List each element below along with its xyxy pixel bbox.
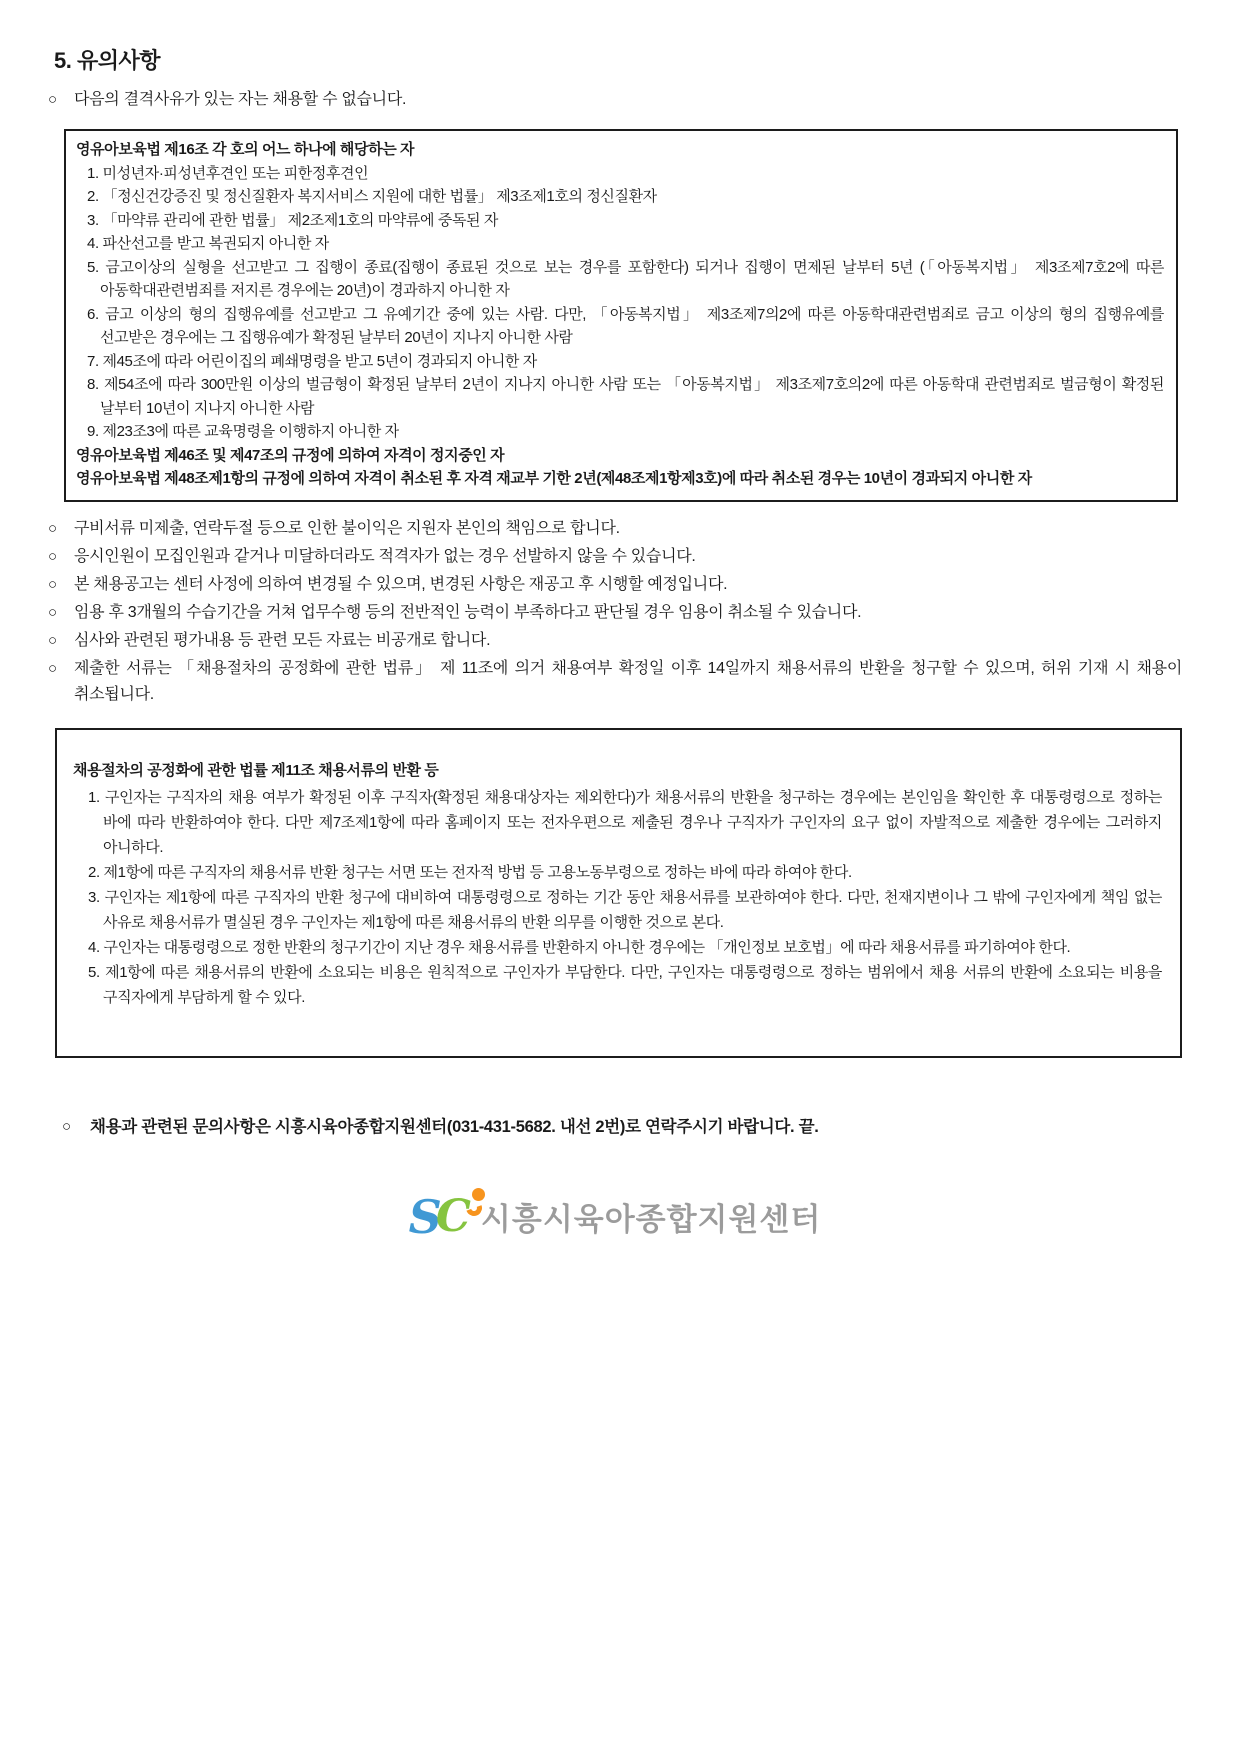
intro-bullet xyxy=(48,87,1182,113)
box1-heading-article16: 영유아보육법 제16조 각 호의 어느 하나에 해당하는 자 xyxy=(76,141,415,158)
circle-bullet-icon: ○ xyxy=(48,519,57,537)
logo-figure-icon xyxy=(472,1188,485,1201)
circle-bullet-icon: ○ xyxy=(48,659,57,677)
law-item: 8. 제54조에 따라 300만원 이상의 벌금형이 확정된 날부터 2년이 지나지 아니한 사람 또는 「아동복지법」 제3조제7호의2에 따른 아동학대 관련범죄로 벌금형이 확정된 날부터 10년이 지나지 아니한 사람 xyxy=(87,376,1164,417)
notice-bullet xyxy=(48,628,1182,654)
intro-text: 다음의 결격사유가 있는 자는 채용할 수 없습니다. xyxy=(74,91,407,108)
law-item: 3. 「마약류 관리에 관한 법률」 제2조제1호의 마약류에 중독된 자 xyxy=(87,211,499,229)
notice-bullet xyxy=(48,656,1182,708)
logo-s-glyph: S xyxy=(408,1189,442,1244)
law-item: 9. 제23조3에 따른 교육명령을 이행하지 아니한 자 xyxy=(87,423,399,440)
contact-bullet xyxy=(62,1114,1182,1140)
notice-text: 응시인원이 모집인원과 같거나 미달하더라도 적격자가 없는 경우 선발하지 않을 수 있습니다. xyxy=(74,547,696,565)
logo-c-glyph: C xyxy=(435,1190,471,1242)
notice-bullet xyxy=(48,544,1182,570)
box1-item-list xyxy=(76,162,1164,444)
law-item: 4. 파산선고를 받고 복권되지 아니한 자 xyxy=(87,235,329,252)
circle-bullet-icon: ○ xyxy=(48,91,57,108)
law-item: 2. 「정신건강증진 및 정신질환자 복지서비스 지원에 대한 법률」 제3조제1호의 정신질환자 xyxy=(87,188,657,205)
law-item: 1. 미성년자·피성년후견인 또는 피한정후견인 xyxy=(87,164,369,182)
circle-bullet-icon: ○ xyxy=(48,575,57,593)
page-title: 5. 유의사항 xyxy=(54,48,160,73)
law-item: 1. 구인자는 구직자의 채용 여부가 확정된 이후 구직자(확정된 채용대상자는 제외한다)가 채용서류의 반환을 청구하는 경우에는 본인임을 확인한 후 대통령령으로 정하는 바에 따라 반환하여야 한다. 다만 제7조제1항에 따라 홈페이지 또는 전자우편으로 제출된 경우나 구직자가 구인자의 요구 없이 자발적으로 제출한 경우에는 그러하지 아니하다. xyxy=(88,788,1162,856)
notice-bullet xyxy=(48,516,1182,542)
law-item: 5. 금고이상의 실형을 선고받고 그 집행이 종료(집행이 종료된 것으로 보는 경우를 포함한다) 되거나 집행이 면제된 날부터 5년 (「아동복지법」 제3조제7호2에 따른 아동학대관련범죄를 저지른 경우에는 20년)이 경과하지 아니한 자 xyxy=(87,258,1164,299)
logo-text: 시흥시육아종합지원센터 xyxy=(480,1202,822,1237)
contact-text: 채용과 관련된 문의사항은 시흥시육아종합지원센터(031-431-5682. 내선 2번)로 연락주시기 바랍니다. 끝. xyxy=(90,1117,819,1136)
notice-text: 구비서류 미제출, 연락두절 등으로 인한 불이익은 지원자 본인의 책임으로 합니다. xyxy=(74,519,620,537)
notice-bullet xyxy=(48,600,1182,626)
box2-heading-article11: 채용절차의 공정화에 관한 법률 제11조 채용서류의 반환 등 xyxy=(73,761,439,779)
circle-bullet-icon: ○ xyxy=(48,547,57,565)
notice-text: 제출한 서류는 「채용절차의 공정화에 관한 법류」 제 11조에 의거 채용여부 확정일 이후 14일까지 채용서류의 반환을 청구할 수 있으며, 허위 기재 시 채용이 취소됩니다. xyxy=(74,659,1182,703)
notice-bullet-list xyxy=(48,516,1182,708)
law-item: 4. 구인자는 대통령령으로 정한 반환의 청구기간이 지난 경우 채용서류를 반환하지 아니한 경우에는 「개인정보 보호법」에 따라 채용서류를 파기하여야 한다. xyxy=(88,938,1071,956)
box1-heading-article48: 영유아보육법 제48조제1항의 규정에 의하여 자격이 취소된 후 자격 재교부 기한 2년(제48조제1항제3호)에 따라 취소된 경우는 10년이 경과되지 아니한 자 xyxy=(76,470,1032,487)
circle-bullet-icon: ○ xyxy=(62,1117,71,1135)
logo-mark xyxy=(408,1189,471,1244)
law-item: 7. 제45조에 따라 어린이집의 폐쇄명령을 받고 5년이 경과되지 아니한 자 xyxy=(87,352,537,370)
center-logo xyxy=(48,1189,1182,1244)
law-item: 3. 구인자는 제1항에 따른 구직자의 반환 청구에 대비하여 대통령령으로 정하는 기간 동안 채용서류를 보관하여야 한다. 다만, 천재지변이나 그 밖에 구인자에게 책임 없는 사유로 채용서류가 멸실된 경우 구인자는 제1항에 따른 채용서류의 반환 의무를 이행한 것으로 본다. xyxy=(88,888,1162,931)
law-item: 6. 금고 이상의 형의 집행유예를 선고받고 그 유예기간 중에 있는 사람. 다만, 「아동복지법」 제3조제7의2에 따른 아동학대관련범죄로 금고 이상의 형의 집행유예를 선고받은 경우에는 그 집행유예가 확정된 날부터 20년이 지나지 아니한 사람 xyxy=(87,305,1164,346)
notice-text: 본 채용공고는 센터 사정에 의하여 변경될 수 있으며, 변경된 사항은 재공고 후 시행할 예정입니다. xyxy=(74,575,728,593)
notice-text: 심사와 관련된 평가내용 등 관련 모든 자료는 비공개로 합니다. xyxy=(74,631,491,649)
circle-bullet-icon: ○ xyxy=(48,631,57,649)
disqualification-law-box xyxy=(64,129,1178,502)
notice-bullet xyxy=(48,572,1182,598)
law-item: 5. 제1항에 따른 채용서류의 반환에 소요되는 비용은 원칙적으로 구인자가 부담한다. 다만, 구인자는 대통령령으로 정하는 범위에서 채용 서류의 반환에 소요되는 비용을 구직자에게 부담하게 할 수 있다. xyxy=(88,963,1162,1006)
circle-bullet-icon: ○ xyxy=(48,603,57,621)
document-return-law-box xyxy=(55,728,1182,1058)
notice-text: 임용 후 3개월의 수습기간을 거쳐 업무수행 등의 전반적인 능력이 부족하다고 판단될 경우 임용이 취소될 수 있습니다. xyxy=(74,603,862,621)
box2-item-list xyxy=(73,785,1162,1010)
box1-heading-article46-47: 영유아보육법 제46조 및 제47조의 규정에 의하여 자격이 정지중인 자 xyxy=(76,446,505,464)
law-item: 2. 제1항에 따른 구직자의 채용서류 반환 청구는 서면 또는 전자적 방법 등 고용노동부령으로 정하는 바에 따라 하여야 한다. xyxy=(88,863,852,881)
